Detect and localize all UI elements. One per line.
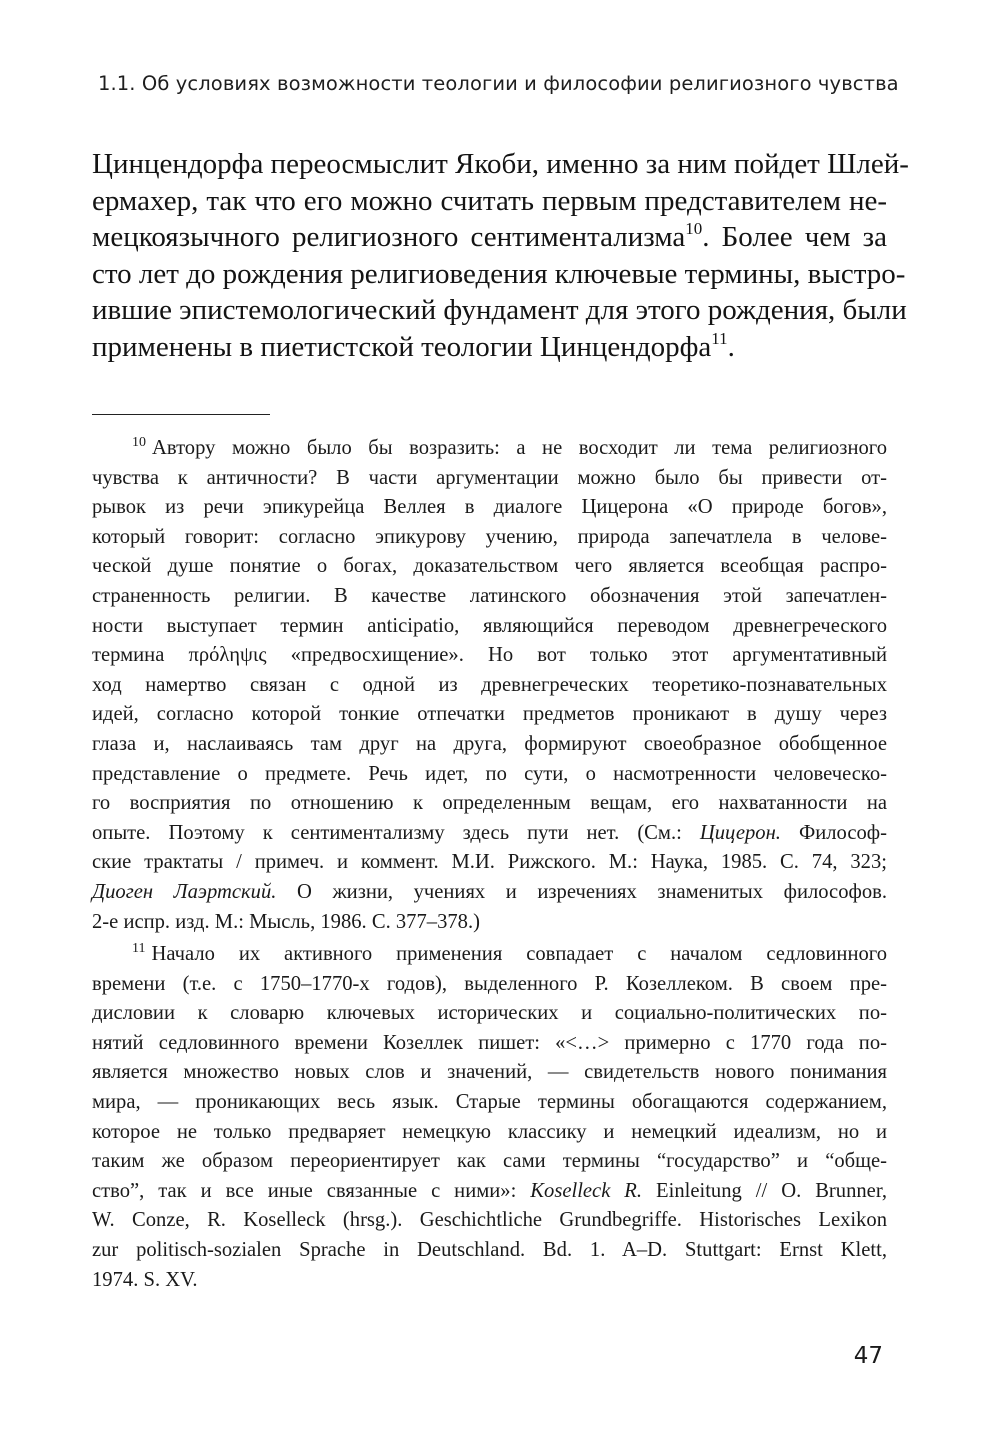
footnote-line: ческой душе понятие о богах, доказательством чего является всеобщая распро- bbox=[92, 555, 887, 578]
main-line-text: . bbox=[727, 330, 735, 363]
footnote-line: ход намертво связан с одной из древнегреческих теоретико-познавательных bbox=[92, 673, 887, 696]
footnote-line: представление о предмете. Речь идет, по сути, о насмотренности человеческо- bbox=[92, 762, 887, 785]
main-line bbox=[92, 329, 887, 366]
footnote-number: 11 bbox=[132, 941, 146, 957]
footnote-line bbox=[92, 878, 887, 908]
footnote-line: термина πρόληψις «предвосхищение». Но вот только этот аргументативный bbox=[92, 644, 887, 667]
footnote-line: 1974. S. XV. bbox=[92, 1268, 198, 1291]
footnote-line: идей, согласно которой тонкие отпечатки предметов проникают в душу через bbox=[92, 703, 887, 726]
footnote-line: является множество новых слов и значений, — свидетельств нового понимания bbox=[92, 1061, 887, 1084]
footnote-number: 10 bbox=[132, 435, 146, 450]
footnote-text: опыте. Поэтому к сентиментализму здесь пути нет. (См.: bbox=[92, 821, 700, 844]
footnote-reference-10[interactable]: 10 bbox=[685, 219, 703, 239]
citation-author: Koselleck R. bbox=[530, 1179, 643, 1202]
main-line-text: применены в пиетистской теологии Цинцендорфа bbox=[92, 330, 712, 363]
page-number: 47 bbox=[853, 1343, 883, 1369]
main-paragraph bbox=[92, 146, 909, 366]
footnote-line: мира, — проникающих весь язык. Старые термины обогащаются содержанием, bbox=[92, 1091, 887, 1114]
footnote-line: го восприятия по отношению к определенным вещам, его нахватанности на bbox=[92, 792, 887, 815]
footnote-line: 2-е испр. изд. М.: Мысль, 1986. С. 377–378.) bbox=[92, 910, 480, 933]
footnote-text: ство”, так и все иные связанные с ними»: bbox=[92, 1179, 531, 1202]
footnote-text: Автору можно было бы возразить: а не восходит ли тема религиозного bbox=[152, 437, 887, 459]
footnote-line: чувства к античности? В части аргументации можно было бы привести от- bbox=[92, 466, 887, 489]
footnote-line: zur politisch-sozialen Sprache in Deutschland. Bd. 1. A–D. Stuttgart: Ernst Klett, bbox=[92, 1239, 887, 1262]
footnote-11 bbox=[92, 940, 887, 1295]
footnote-line: ские трактаты / примеч. и коммент. М.И. Рижского. М.: Наука, 1985. С. 74, 323; bbox=[92, 851, 887, 874]
footnote-line: времени (т.е. с 1750–1770-х годов), выделенного Р. Козеллеком. В своем пре- bbox=[92, 972, 887, 995]
footnote-line: ности выступает термин anticipatio, являющийся переводом древнегреческого bbox=[92, 614, 887, 637]
main-line: Цинцендорфа переосмыслит Якоби, именно за ним пойдет Шлей- bbox=[92, 148, 909, 180]
footnote-line bbox=[92, 434, 887, 464]
footnote-line: дисловии к словарю ключевых исторических и социально-политических по- bbox=[92, 1002, 887, 1025]
footnote-text: Начало их активного применения совпадает с началом седловинного bbox=[151, 943, 887, 966]
footnote-line: глаза и, наслаиваясь там друг на друга, формируют своеобразное обобщенное bbox=[92, 732, 887, 755]
footnote-text: Философ- bbox=[780, 821, 887, 844]
footnote-separator bbox=[92, 414, 270, 415]
main-line-text: . Более чем за bbox=[702, 221, 887, 254]
main-line: ермахер, так что его можно считать первым представителем не- bbox=[92, 184, 887, 217]
footnote-line: W. Conze, R. Koselleck (hrsg.). Geschichtliche Grundbegriffe. Historisches Lexikon bbox=[92, 1209, 887, 1232]
main-line bbox=[92, 219, 887, 256]
main-line-text: мецкоязычного религиозного сентиментализма bbox=[92, 221, 686, 254]
footnote-line: нятий седловинного времени Козеллек пишет: «<…> примерно с 1770 года по- bbox=[92, 1031, 887, 1054]
running-header: 1.1. Об условиях возможности теологии и философии религиозного чувства bbox=[98, 72, 899, 95]
footnote-line: таким же образом переориентирует как сами термины “государство” и “обще- bbox=[92, 1150, 887, 1173]
citation-author: Цицерон. bbox=[699, 821, 781, 844]
footnote-line: страненность религии. В качестве латинского обозначения этой запечатлен- bbox=[92, 584, 887, 607]
citation-author: Диоген Лаэртский. bbox=[92, 880, 277, 903]
footnote-line bbox=[92, 819, 887, 849]
footnote-10 bbox=[92, 434, 887, 937]
footnote-line bbox=[92, 940, 887, 970]
footnote-line: которое не только предваряет немецкую классику и немецкий идеализм, но и bbox=[92, 1120, 887, 1143]
footnotes bbox=[92, 434, 887, 1295]
main-line: сто лет до рождения религиоведения ключевые термины, выстро- bbox=[92, 257, 906, 290]
footnote-line: который говорит: согласно эпикурову учению, природа запечатлела в челове- bbox=[92, 525, 887, 548]
footnote-text: О жизни, учениях и изречениях знаменитых философов. bbox=[276, 880, 888, 903]
footnote-line bbox=[92, 1177, 887, 1207]
main-line: ившие эпистемологический фундамент для этого рождения, были bbox=[92, 294, 907, 327]
footnote-text: Einleitung // O. Brunner, bbox=[642, 1179, 887, 1202]
footnote-line: рывок из речи эпикурейца Веллея в диалоге Цицерона «О природе богов», bbox=[92, 496, 887, 519]
footnote-reference-11[interactable]: 11 bbox=[711, 328, 728, 348]
